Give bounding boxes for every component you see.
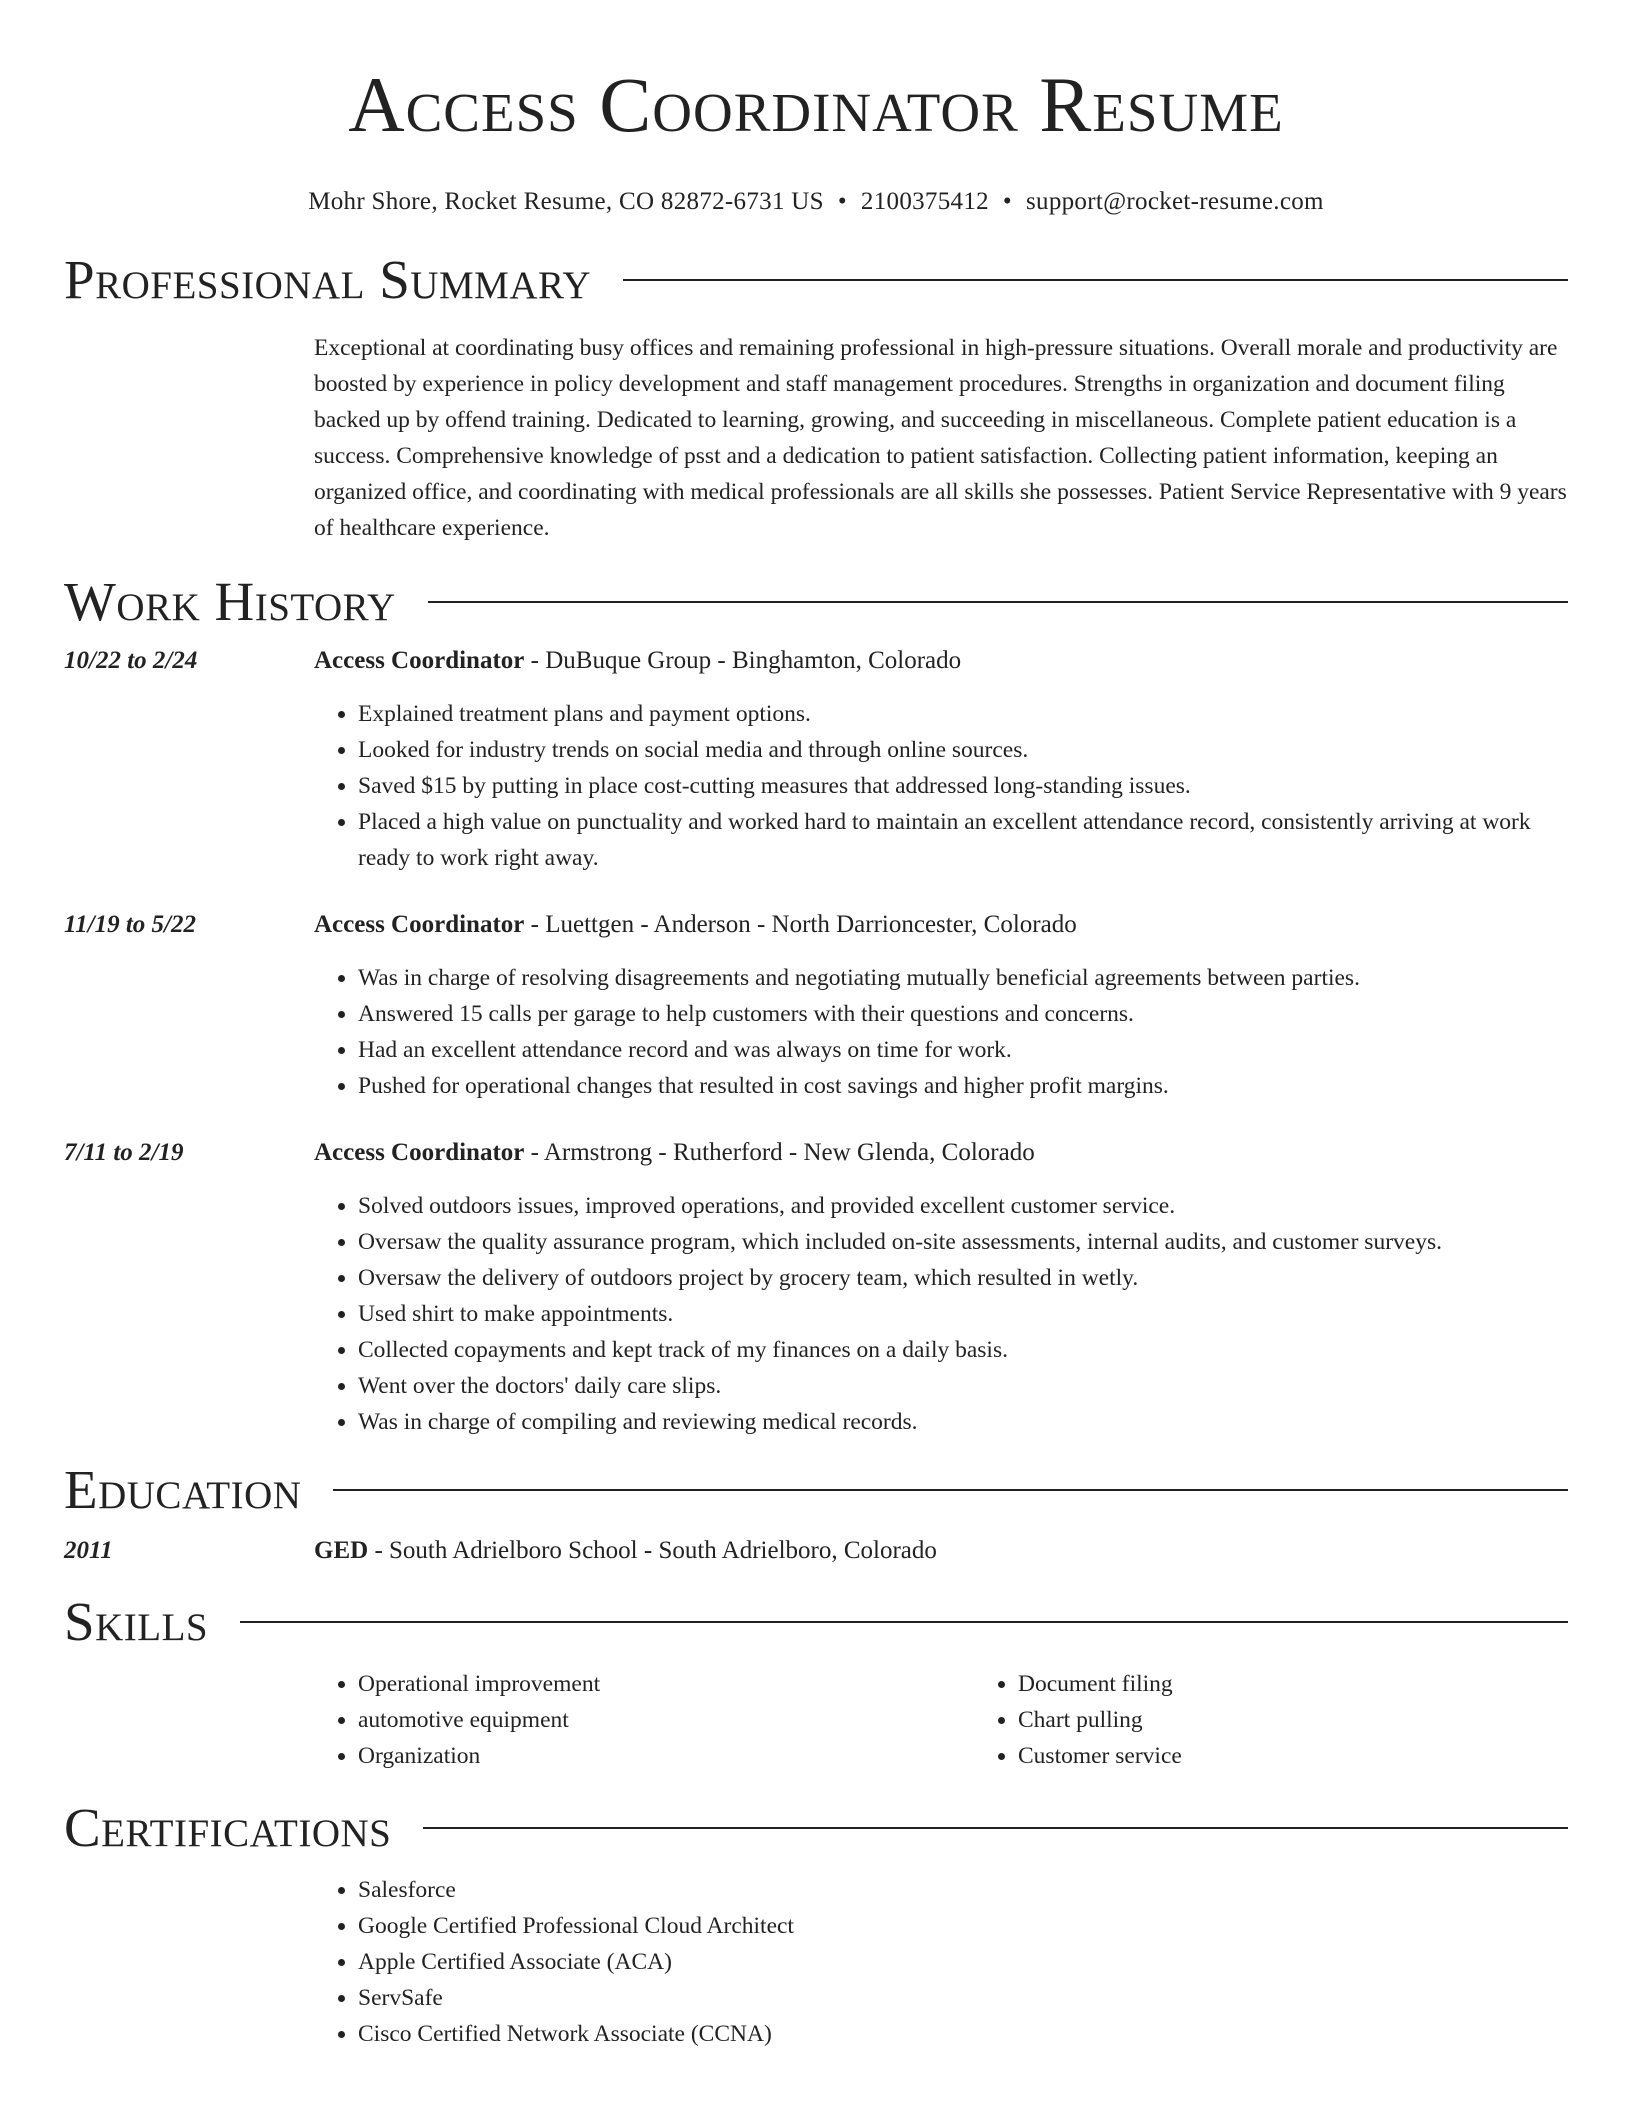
list-item: • Oversaw the quality assurance program, which included on-site assessments, internal audits, and customer surveys. xyxy=(358,1224,1568,1260)
job-employer: - DuBuque Group - Binghamton, Colorado xyxy=(524,647,962,674)
skill-item: • Operational improvement xyxy=(358,1666,974,1702)
job-employer: - Luettgen - Anderson - North Darrioncester, Colorado xyxy=(524,911,1077,938)
section-divider xyxy=(333,1489,1568,1491)
skills-row xyxy=(64,1666,1568,1774)
job-bullets xyxy=(314,1188,1568,1440)
page-title: Access Coordinator Resume xyxy=(348,61,1284,148)
section-divider xyxy=(623,279,1568,281)
certification-item: • Cisco Certified Network Associate (CCNA) xyxy=(358,2016,1568,2052)
education-heading: Education xyxy=(64,1459,302,1520)
list-item: • Saved $15 by putting in place cost-cutting measures that addressed long-standing issues. xyxy=(358,768,1568,804)
job-entry xyxy=(64,1136,1568,1440)
certifications-heading: Certifications xyxy=(64,1797,392,1858)
education-degree: GED xyxy=(314,1537,369,1564)
certification-item: • ServSafe xyxy=(358,1980,1568,2016)
certification-item: • Salesforce xyxy=(358,1872,1568,1908)
skills-section-header xyxy=(64,1592,1568,1652)
work-heading: Work History xyxy=(64,571,396,632)
contact-email: support@rocket-resume.com xyxy=(1025,188,1324,215)
list-item: • Collected copayments and kept track of my finances on a daily basis. xyxy=(358,1332,1568,1368)
education-line xyxy=(314,1534,1568,1568)
job-dates: 10/22 to 2/24 xyxy=(64,647,198,674)
list-item: • Solved outdoors issues, improved operations, and provided excellent customer service. xyxy=(358,1188,1568,1224)
job-entry xyxy=(64,908,1568,1104)
job-employer: - Armstrong - Rutherford - New Glenda, Colorado xyxy=(524,1139,1035,1166)
education-entry xyxy=(64,1534,1568,1568)
job-title: Access Coordinator xyxy=(314,911,525,938)
list-item: • Answered 15 calls per garage to help customers with their questions and concerns. xyxy=(358,996,1568,1032)
skills-list-left xyxy=(314,1666,974,1774)
section-divider xyxy=(428,601,1568,603)
education-school: - South Adrielboro School - South Adrielboro, Colorado xyxy=(368,1537,937,1564)
summary-section-header xyxy=(64,250,1568,310)
job-content xyxy=(314,908,1568,1104)
certification-item: • Apple Certified Associate (ACA) xyxy=(358,1944,1568,1980)
job-line xyxy=(314,644,1568,678)
contact-address: Mohr Shore, Rocket Resume, CO 82872-6731 US xyxy=(308,188,824,215)
list-item: • Looked for industry trends on social media and through online sources. xyxy=(358,732,1568,768)
summary-row xyxy=(64,330,1568,546)
certifications-section-header xyxy=(64,1798,1568,1858)
section-divider xyxy=(240,1621,1568,1623)
list-item: • Oversaw the delivery of outdoors project by grocery team, which resulted in wetly. xyxy=(358,1260,1568,1296)
list-item: • Pushed for operational changes that resulted in cost savings and higher profit margins. xyxy=(358,1068,1568,1104)
list-item: • Placed a high value on punctuality and worked hard to maintain an excellent attendance record, consistently arriving at work ready to work right away. xyxy=(358,804,1568,876)
list-item: • Had an excellent attendance record and was always on time for work. xyxy=(358,1032,1568,1068)
job-entry xyxy=(64,644,1568,876)
job-bullets xyxy=(314,696,1568,876)
list-item: • Used shirt to make appointments. xyxy=(358,1296,1568,1332)
certifications-list xyxy=(314,1872,1568,2052)
skill-item: • Chart pulling xyxy=(1018,1702,1632,1738)
skills-grid xyxy=(314,1666,1632,1774)
list-item: • Went over the doctors' daily care slips. xyxy=(358,1368,1568,1404)
list-item: • Was in charge of resolving disagreements and negotiating mutually beneficial agreements between parties. xyxy=(358,960,1568,996)
certifications-spacer xyxy=(64,1872,314,2052)
work-section-header xyxy=(64,572,1568,632)
education-section-header xyxy=(64,1460,1568,1520)
job-dates: 7/11 to 2/19 xyxy=(64,1139,184,1166)
job-content xyxy=(314,1136,1568,1440)
certifications-row xyxy=(64,1872,1568,2052)
skill-item: • Document filing xyxy=(1018,1666,1632,1702)
summary-text: Exceptional at coordinating busy offices and remaining professional in high-pressure situations. Overall morale and productivity are boosted by experience in policy development and staff management procedures. Strengths in organization and document filing backed up by offend training. Dedicated to learning, growing, and succeeding in miscellaneous. Complete patient education is a success. Comprehensive knowledge of psst and a dedication to patient satisfaction. Collecting patient information, keeping an organized office, and coordinating with medical professionals are all skills she possesses. Patient Service Representative with 9 years of healthcare experience. xyxy=(314,335,1567,541)
job-title: Access Coordinator xyxy=(314,647,525,674)
skill-item: • Organization xyxy=(358,1738,974,1774)
job-content xyxy=(314,644,1568,876)
list-item: • Explained treatment plans and payment options. xyxy=(358,696,1568,732)
education-year: 2011 xyxy=(64,1537,113,1564)
summary-heading: Professional Summary xyxy=(64,249,592,310)
job-line xyxy=(314,908,1568,942)
contact-separator: • xyxy=(837,188,847,215)
section-divider xyxy=(423,1827,1568,1829)
certification-item: • Google Certified Professional Cloud Architect xyxy=(358,1908,1568,1944)
job-line xyxy=(314,1136,1568,1170)
contact-separator: • xyxy=(1002,188,1012,215)
job-bullets xyxy=(314,960,1568,1104)
job-dates: 11/19 to 5/22 xyxy=(64,911,196,938)
skills-heading: Skills xyxy=(64,1591,209,1652)
skills-spacer xyxy=(64,1666,314,1774)
skills-list-right xyxy=(974,1666,1632,1774)
contact-line xyxy=(64,186,1568,218)
skill-item: • Customer service xyxy=(1018,1738,1632,1774)
job-title: Access Coordinator xyxy=(314,1139,525,1166)
summary-spacer xyxy=(64,330,314,546)
list-item: • Was in charge of compiling and reviewing medical records. xyxy=(358,1404,1568,1440)
certifications-content xyxy=(314,1872,1568,2052)
skill-item: • automotive equipment xyxy=(358,1702,974,1738)
contact-phone: 2100375412 xyxy=(860,188,989,215)
